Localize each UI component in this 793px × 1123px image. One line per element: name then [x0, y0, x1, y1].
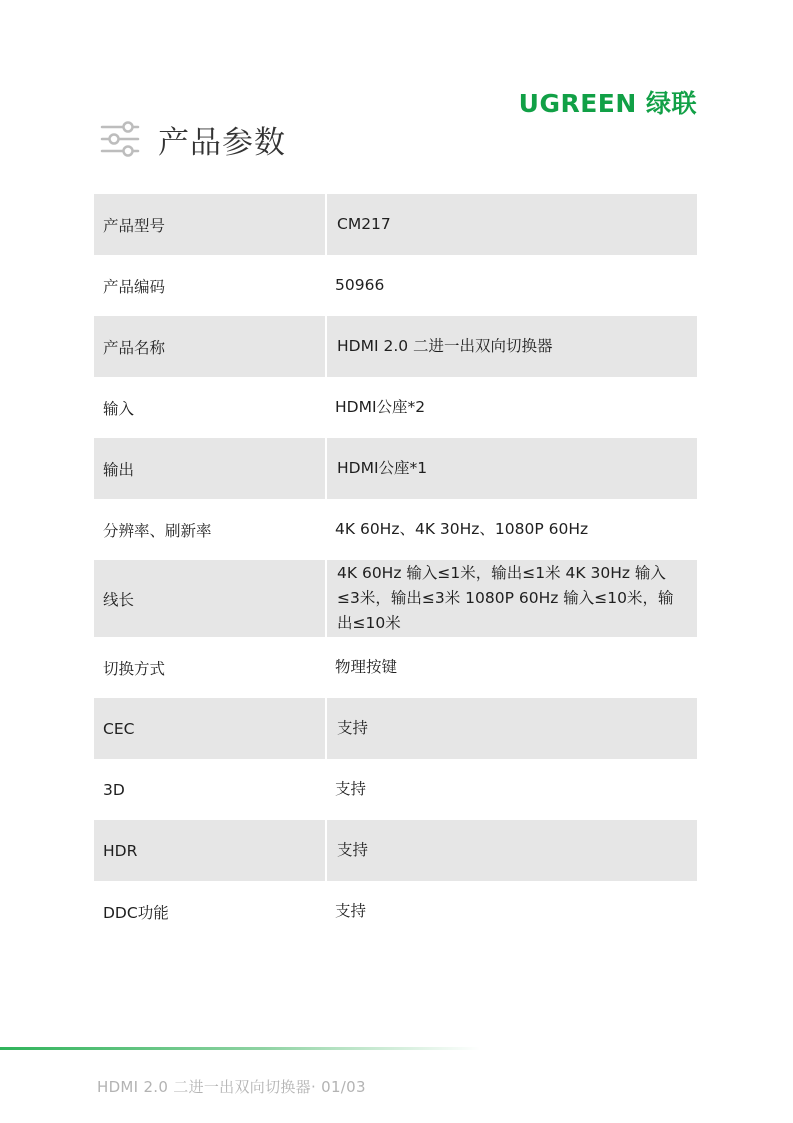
spec-value: 支持 [335, 780, 367, 798]
spec-value: HDMI 2.0 二进一出双向切换器 [325, 316, 697, 377]
spec-value: 4K 60Hz、4K 30Hz、1080P 60Hz [335, 520, 589, 538]
table-row [94, 255, 697, 316]
table-row [94, 499, 697, 560]
spec-key: CEC [103, 719, 135, 738]
spec-key: 输出 [103, 460, 135, 479]
spec-key: HDR [103, 841, 138, 860]
page-title: 产品参数 [158, 124, 286, 161]
spec-key: 3D [103, 780, 125, 799]
spec-value: 物理按键 [335, 658, 398, 676]
spec-key: 分辨率、刷新率 [103, 521, 212, 540]
table-row [94, 194, 697, 255]
table-row [94, 637, 697, 698]
settings-sliders-icon [100, 119, 140, 159]
table-row [94, 438, 697, 499]
spec-value: CM217 [325, 194, 697, 255]
table-row [94, 759, 697, 820]
spec-value: HDMI公座*1 [325, 438, 697, 499]
spec-key: 产品型号 [103, 216, 166, 235]
spec-key: 线长 [103, 590, 135, 609]
table-row [94, 377, 697, 438]
brand-logo: UGREEN 绿联 [518, 89, 697, 118]
table-row [94, 820, 697, 881]
table-row [94, 698, 697, 759]
footer-page-label: HDMI 2.0 二进一出双向切换器· 01/03 [97, 1078, 366, 1096]
spec-key: 切换方式 [103, 659, 166, 678]
spec-table [94, 194, 697, 942]
spec-key: 产品名称 [103, 338, 166, 357]
spec-key: 输入 [103, 399, 135, 418]
spec-key: 产品编码 [103, 277, 166, 296]
spec-key: DDC功能 [103, 903, 169, 922]
spec-value: HDMI公座*2 [335, 398, 426, 416]
spec-value: 支持 [325, 698, 697, 759]
spec-value: 支持 [335, 902, 367, 920]
spec-value: 支持 [325, 820, 697, 881]
section-header [100, 118, 286, 160]
spec-value: 4K 60Hz 输入≤1米，输出≤1米 4K 30Hz 输入≤3米，输出≤3米 1080P 60Hz 输入≤10米，输出≤10米 [325, 560, 697, 637]
footer-divider [0, 1047, 480, 1050]
table-row [94, 316, 697, 377]
table-row [94, 560, 697, 637]
table-row [94, 881, 697, 942]
spec-value: 50966 [335, 276, 385, 294]
